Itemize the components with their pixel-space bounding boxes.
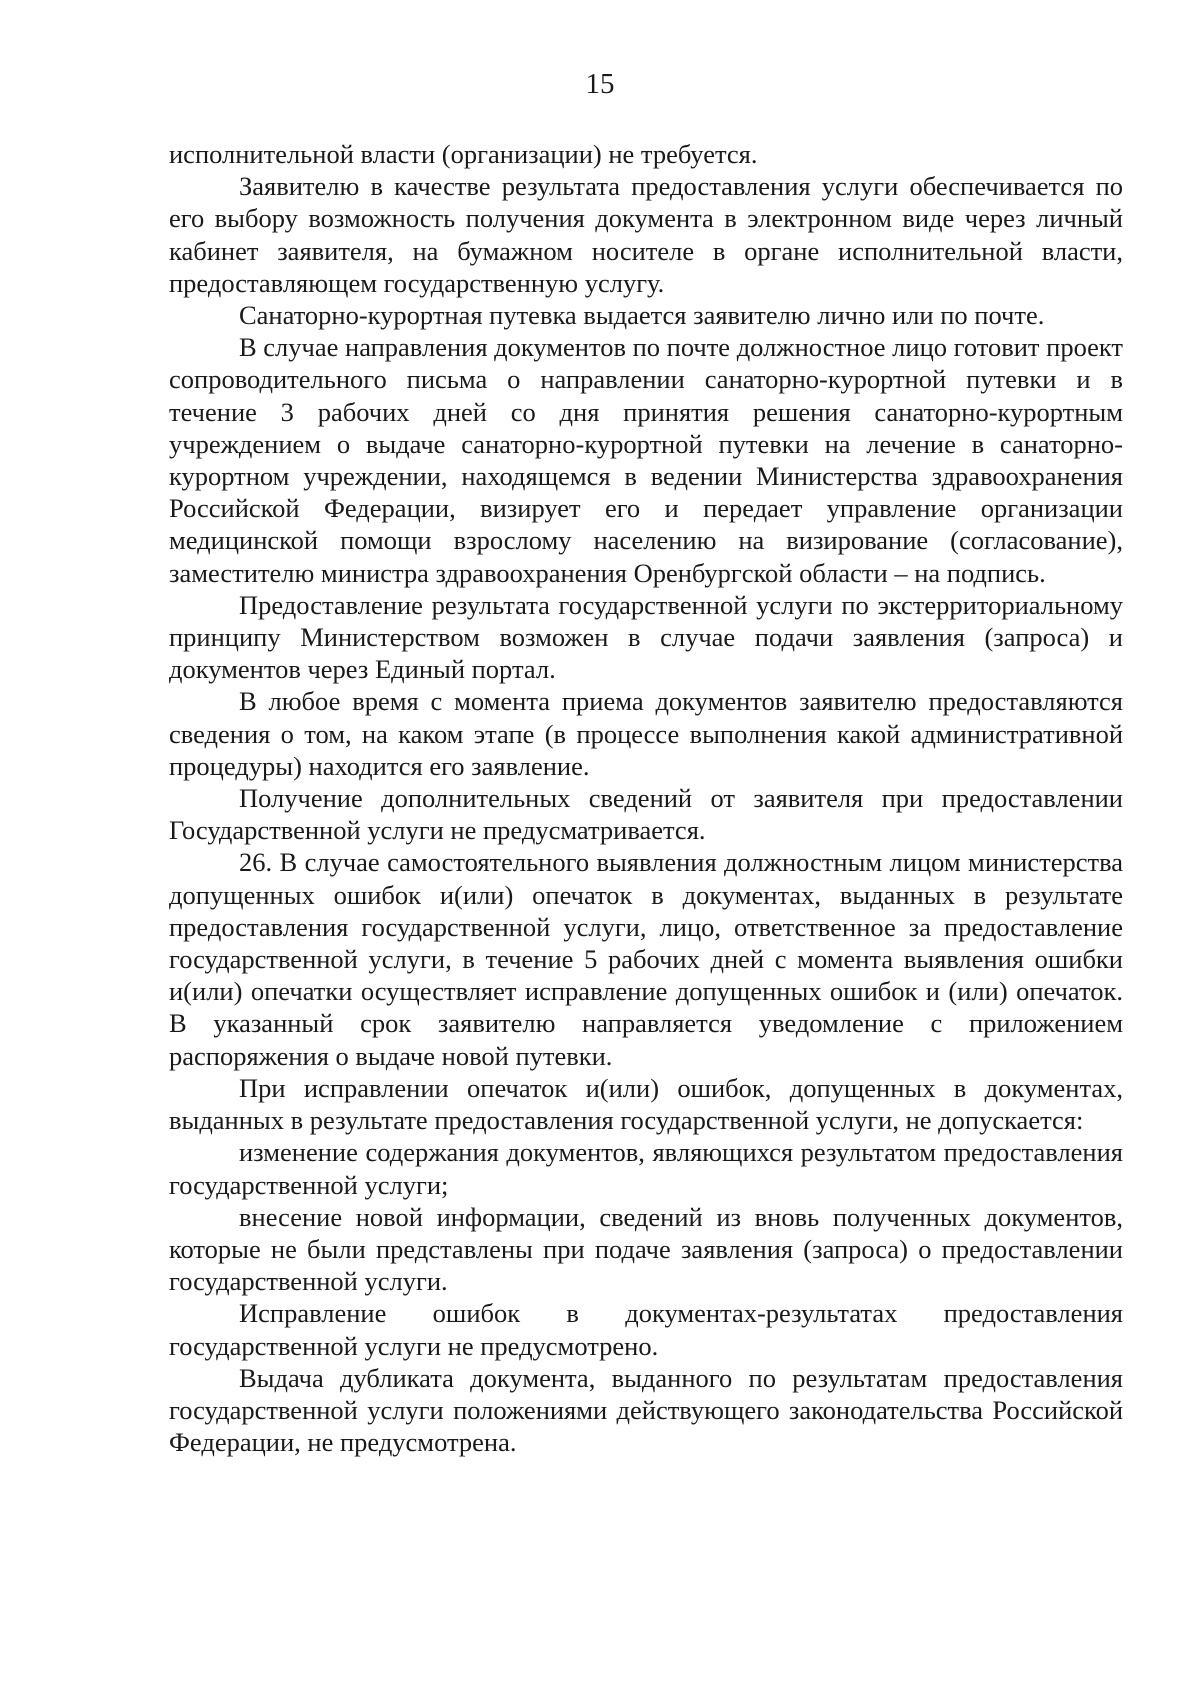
paragraph-additional-info: Получение дополнительных сведений от заявителя при предоставлении Государственной услуги не предусматривается. — [169, 783, 1123, 846]
paragraph-restriction-new-info: внесение новой информации, сведений из вновь полученных документов, которые не были представлены при подаче заявления (запроса) о предоставлении государственной услуги. — [169, 1201, 1123, 1297]
paragraph-continuation: исполнительной власти (организации) не требуется. — [169, 139, 758, 169]
page-number: 15 — [585, 68, 615, 100]
paragraph-mail-procedure: В случае направления документов по почте должностное лицо готовит проект сопроводительного письма о направлении санаторно-курортной путевки и в течение 3 рабочих дней со дня принятия решения санаторно-курортным учреждением о выдаче санаторно-курортной путевки на лечение в санаторно-курортном учреждении, находящемся в ведении Министерства здравоохранения Российской Федерации, визирует его и передает управление организации медицинской помощи взрослому населению на визирование (согласование), заместителю министра здравоохранения Оренбургской области – на подпись. — [169, 332, 1124, 588]
paragraph-status-info: В любое время с момента приема документов заявителю предоставляются сведения о том, на каком этапе (в процессе выполнения какой административной процедуры) находится его заявление. — [169, 686, 1123, 781]
paragraph-no-correction: Исправление ошибок в документах-результатах предоставления государственной услуги не предусмотрено. — [169, 1298, 1123, 1361]
paragraph-voucher-issue: Санаторно-курортная путевка выдается заявителю лично или по почте. — [239, 300, 1045, 331]
paragraph-extraterritorial: Предоставление результата государственной услуги по экстерриториальному принципу Министерством возможен в случае подачи заявления (запроса) и документов через Единый портал. — [169, 589, 1123, 685]
paragraph-26-error-correction: 26. В случае самостоятельного выявления должностным лицом министерства допущенных ошибок и(или) опечаток в документах, выданных в результате предоставления государственной услуги, лицо, ответственное за предоставление государственной услуги, в течение 5 рабочих дней с момента выявления ошибки и(или) опечатки осуществляет исправление допущенных ошибок и (или) опечаток. В указанный срок заявителю направляется уведомление с приложением распоряжения о выдаче новой путевки. — [169, 847, 1123, 1071]
paragraph-no-duplicate: Выдача дубликата документа, выданного по результатам предоставления государственной услуги положениями действующего законодательства Российской Федерации, не предусмотрена. — [169, 1362, 1123, 1458]
paragraph-restriction-content: изменение содержания документов, являющихся результатом предоставления государственной услуги; — [169, 1137, 1123, 1200]
document-body — [169, 138, 1123, 1458]
paragraph-result-options: Заявителю в качестве результата предоставления услуги обеспечивается по его выбору возможность получения документа в электронном виде через личный кабинет заявителя, на бумажном носителе в органе исполнительной власти, предоставляющем государственную услугу. — [169, 171, 1123, 298]
paragraph-correction-restrictions: При исправлении опечаток и(или) ошибок, допущенных в документах, выданных в результате предоставления государственной услуги, не допускается: — [169, 1072, 1123, 1136]
